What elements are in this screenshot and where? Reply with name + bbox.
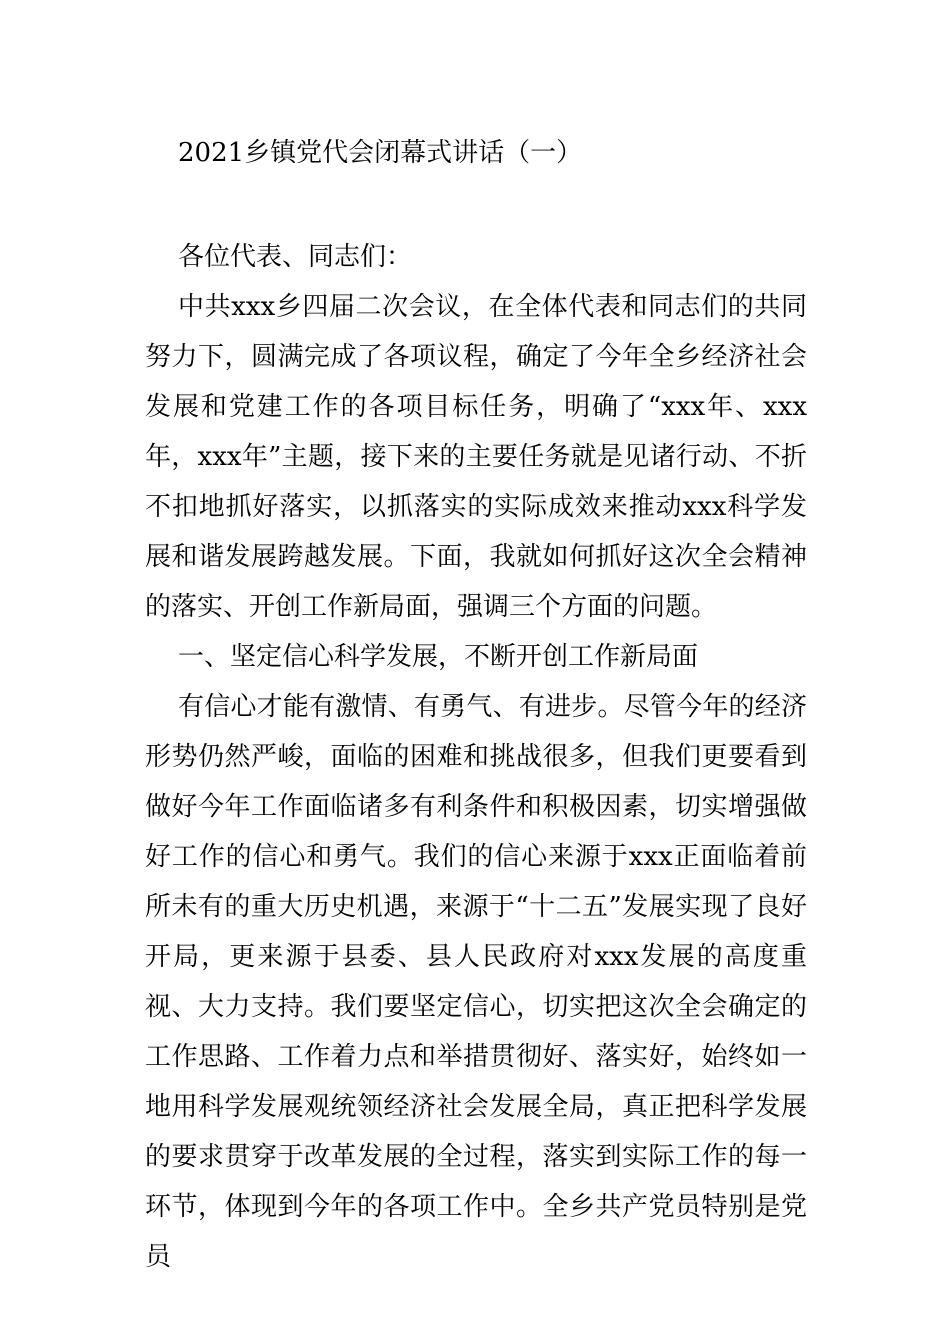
document-body	[145, 232, 807, 1282]
section-heading-1: 一、坚定信心科学发展，不断开创工作新局面	[178, 642, 699, 672]
paragraph-salutation: 各位代表、同志们：	[178, 242, 413, 272]
paragraph-intro: 中共xxx乡四届二次会议，在全体代表和同志们的共同努力下，圆满完成了各项议程，确定了今年全乡经济社会发展和党建工作的各项目标任务，明确了“xxx年、xxx年，xxx年”主题，接下来的主要任务就是见诸行动、不折不扣地抓好落实，以抓落实的实际成效来推动xxx科学发展和谐发展跨越发展。下面，我就如何抓好这次全会精神的落实、开创工作新局面，强调三个方面的问题。	[145, 292, 807, 622]
document-title: 2021乡镇党代会闭幕式讲话（一）	[178, 138, 583, 168]
paragraph-confidence: 有信心才能有激情、有勇气、有进步。尽管今年的经济形势仍然严峻，面临的困难和挑战很多，但我们更要看到做好今年工作面临诸多有利条件和积极因素，切实增强做好工作的信心和勇气。我们的信心来源于xxx正面临着前所未有的重大历史机遇，来源于“十二五”发展实现了良好开局，更来源于县委、县人民政府对xxx发展的高度重视、大力支持。我们要坚定信心，切实把这次全会确定的工作思路、工作着力点和举措贯彻好、落实好，始终如一地用科学发展观统领经济社会发展全局，真正把科学发展的要求贯穿于改革发展的全过程，落实到实际工作的每一环节，体现到今年的各项工作中。全乡共产党员特别是党员	[145, 692, 807, 1272]
